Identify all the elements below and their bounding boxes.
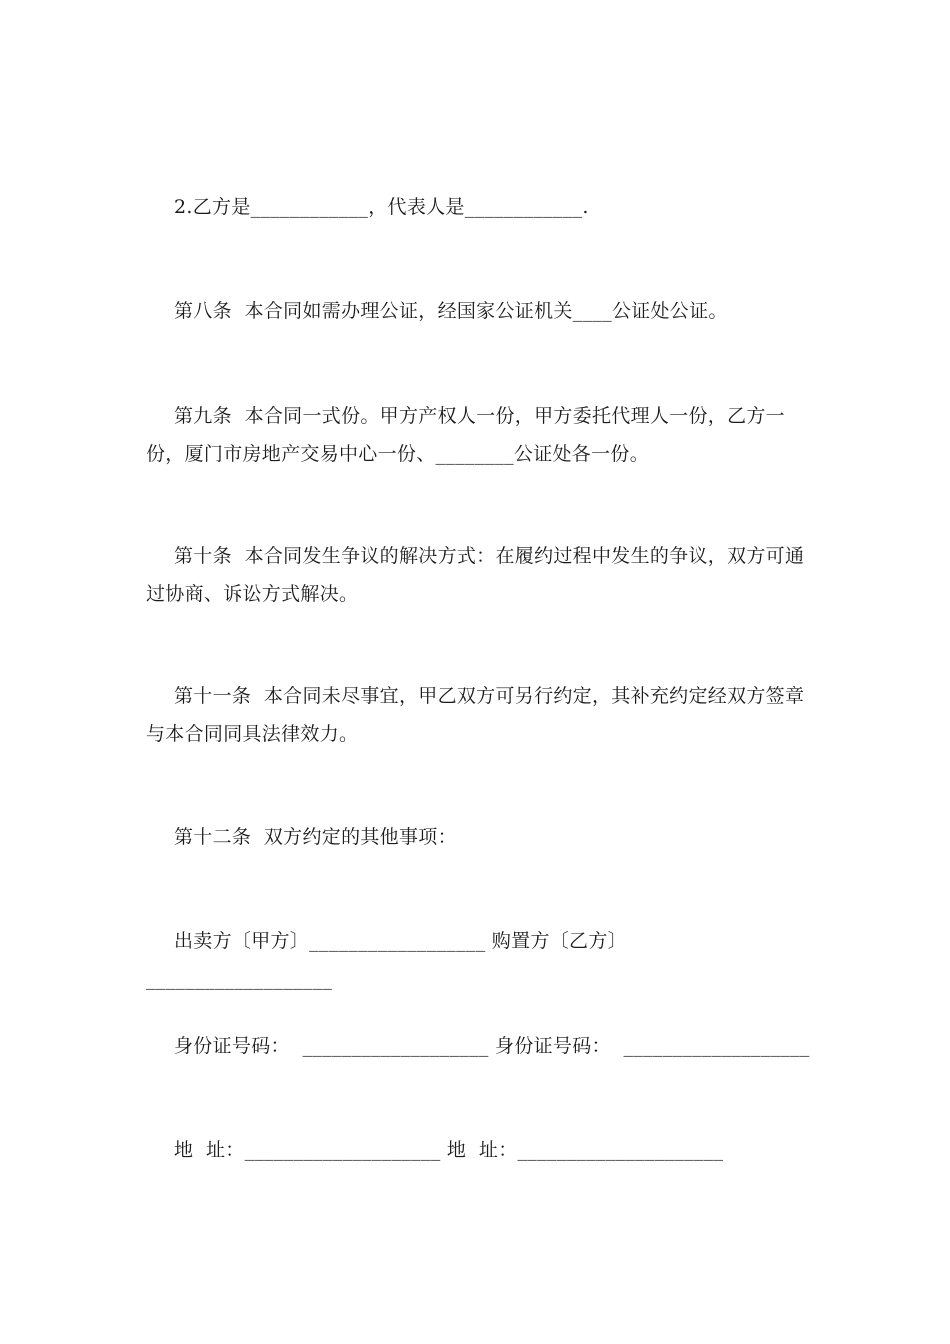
id-number-line: 身份证号码： ___________________ 身份证号码： ___________________ <box>174 1035 810 1057</box>
address-line: 地 址：____________________ 地 址：_____________________ <box>174 1139 724 1161</box>
article-9: 第九条 本合同一式份。甲方产权人一份，甲方委托代理人一份，乙方一份，厦门市房地产交易中心一份、________公证处各一份。 <box>146 405 785 465</box>
party-b-line: 2.乙方是____________，代表人是____________. <box>174 196 589 218</box>
article-12: 第十二条 双方约定的其他事项： <box>174 826 457 848</box>
article-8: 第八条 本合同如需办理公证，经国家公证机关____公证处公证。 <box>174 300 728 322</box>
parties-signature-line: 出卖方〔甲方〕__________________ 购置方〔乙方〕___________________ <box>146 930 627 990</box>
article-11: 第十一条 本合同未尽事宜，甲乙双方可另行约定，其补充约定经双方签章与本合同同具法律效力。 <box>146 685 805 745</box>
article-10: 第十条 本合同发生争议的解决方式：在履约过程中发生的争议，双方可通过协商、诉讼方式解决。 <box>146 545 805 605</box>
